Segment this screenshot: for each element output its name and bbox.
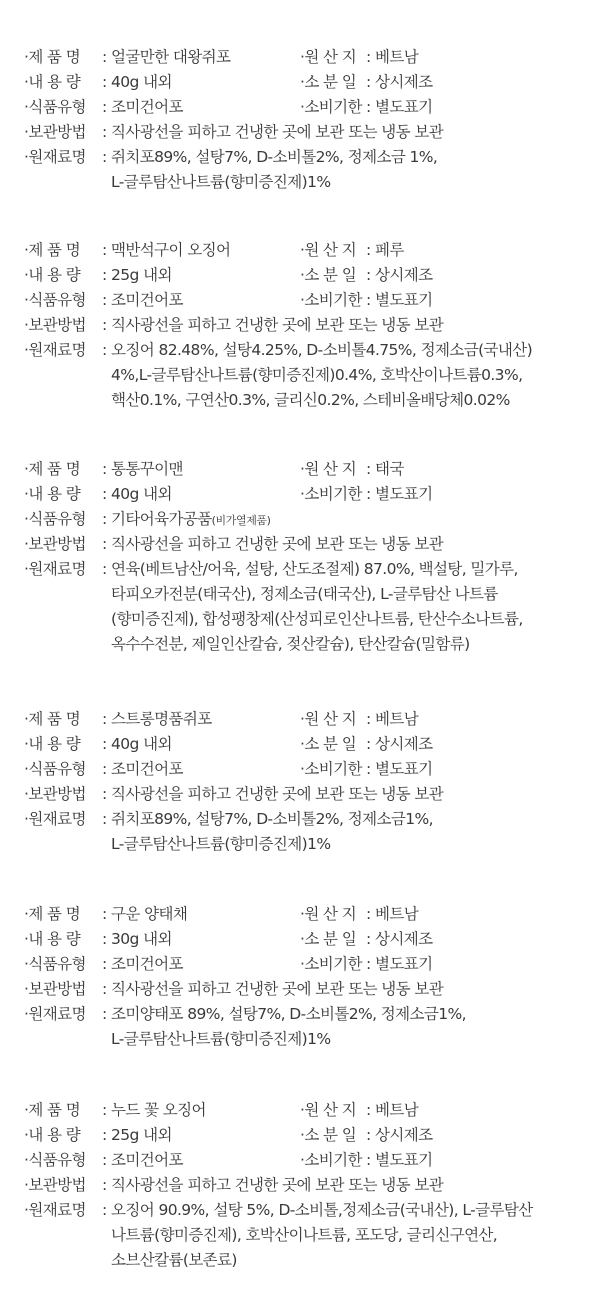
product-block	[0, 707, 610, 857]
colon: :	[366, 735, 371, 753]
colon: :	[102, 73, 107, 91]
seller-value: 상시제조	[375, 266, 433, 284]
capacity-label: ·내 용 량	[24, 485, 81, 503]
storage-label: ·보관방법	[24, 316, 86, 334]
capacity-row	[0, 927, 610, 952]
colon: :	[366, 905, 371, 923]
colon: :	[102, 810, 107, 828]
name-row	[0, 1098, 610, 1123]
product-name: 맥반석구이 오징어	[111, 241, 231, 259]
name-row	[0, 902, 610, 927]
expiry-label: ·소비기한	[300, 485, 362, 503]
colon: :	[366, 955, 371, 973]
colon: :	[366, 291, 371, 309]
ingredients-label: ·원재료명	[24, 1201, 86, 1219]
seller-label: ·소 분 일	[300, 735, 357, 753]
colon: :	[366, 1151, 371, 1169]
seller-label: ·소 분 일	[300, 1126, 357, 1144]
ingredients-row	[0, 807, 610, 857]
storage-row	[0, 977, 610, 1002]
ingredients-line: L-글루탐산나트륨(향미증진제)1%	[111, 835, 331, 853]
seller-label: ·소 분 일	[300, 266, 357, 284]
product-name: 구운 양태채	[111, 905, 188, 923]
colon: :	[366, 485, 371, 503]
storage-row	[0, 1173, 610, 1198]
colon: :	[102, 341, 107, 359]
capacity-value: 25g 내외	[111, 266, 172, 284]
name-label: ·제 품 명	[24, 460, 81, 478]
name-label: ·제 품 명	[24, 905, 81, 923]
expiry-value: 별도표기	[375, 955, 433, 973]
capacity-label: ·내 용 량	[24, 930, 81, 948]
colon: :	[366, 1101, 371, 1119]
capacity-value: 40g 내외	[111, 735, 172, 753]
ingredients-value	[111, 145, 586, 195]
product-block	[0, 1098, 610, 1273]
colon: :	[366, 48, 371, 66]
storage-label: ·보관방법	[24, 123, 86, 141]
colon: :	[366, 710, 371, 728]
type-row	[0, 288, 610, 313]
seller-value: 상시제조	[375, 1126, 433, 1144]
ingredients-line: L-글루탐산나트륨(향미증진제)1%	[111, 173, 331, 191]
type-label: ·식품유형	[24, 760, 86, 778]
colon: :	[102, 930, 107, 948]
ingredients-line: 옥수수전분, 제일인산칼슘, 젖산칼슘), 탄산칼슘(밀함류)	[111, 635, 470, 653]
origin-value: 페루	[375, 241, 404, 259]
expiry-value: 별도표기	[375, 291, 433, 309]
ingredients-line: 타피오카전분(태국산), 정제소금(태국산), L-글루탐산 나트륨	[111, 585, 498, 603]
capacity-row	[0, 1123, 610, 1148]
name-label: ·제 품 명	[24, 48, 81, 66]
product-name: 통통꾸이맨	[111, 460, 183, 478]
expiry-label: ·소비기한	[300, 760, 362, 778]
colon: :	[102, 485, 107, 503]
colon: :	[102, 98, 107, 116]
storage-value: 직사광선을 피하고 건냉한 곳에 보관 또는 냉동 보관	[111, 785, 444, 803]
colon: :	[102, 535, 107, 553]
capacity-value: 40g 내외	[111, 73, 172, 91]
expiry-label: ·소비기한	[300, 98, 362, 116]
origin-label: ·원 산 지	[300, 48, 357, 66]
ingredients-line: 오징어 90.9%, 설탕 5%, D-소비톨,정제소금(국내산), L-글루탐산	[111, 1201, 533, 1219]
ingredients-line: 연육(베트남산/어육, 설탕, 산도조절제) 87.0%, 백설탕, 밀가루,	[111, 560, 518, 578]
ingredients-line: 핵산0.1%, 구연산0.3%, 글리신0.2%, 스테비올배당체0.02%	[111, 391, 510, 409]
ingredients-value	[111, 557, 586, 657]
storage-label: ·보관방법	[24, 1176, 86, 1194]
capacity-row	[0, 263, 610, 288]
origin-label: ·원 산 지	[300, 241, 357, 259]
capacity-value: 25g 내외	[111, 1126, 172, 1144]
ingredients-label: ·원재료명	[24, 1005, 86, 1023]
colon: :	[102, 123, 107, 141]
ingredients-label: ·원재료명	[24, 810, 86, 828]
origin-value: 베트남	[375, 1101, 419, 1119]
storage-label: ·보관방법	[24, 785, 86, 803]
type-row	[0, 507, 610, 532]
colon: :	[102, 48, 107, 66]
ingredients-value	[111, 807, 586, 857]
expiry-label: ·소비기한	[300, 291, 362, 309]
colon: :	[102, 560, 107, 578]
colon: :	[102, 905, 107, 923]
type-value	[111, 507, 271, 533]
type-row	[0, 952, 610, 977]
colon: :	[102, 241, 107, 259]
ingredients-row	[0, 338, 610, 413]
origin-label: ·원 산 지	[300, 460, 357, 478]
seller-value: 상시제조	[375, 930, 433, 948]
colon: :	[102, 955, 107, 973]
ingredients-label: ·원재료명	[24, 148, 86, 166]
ingredients-line: 쥐치포89%, 설탕7%, D-소비톨2%, 정제소금1%,	[111, 810, 433, 828]
type-text: 기타어육가공품	[111, 510, 212, 528]
type-value: 조미건어포	[111, 98, 183, 116]
colon: :	[366, 73, 371, 91]
expiry-value: 별도표기	[375, 98, 433, 116]
storage-label: ·보관방법	[24, 980, 86, 998]
seller-label: ·소 분 일	[300, 930, 357, 948]
product-name: 누드 꽃 오징어	[111, 1101, 206, 1119]
name-row	[0, 45, 610, 70]
ingredients-line: 조미양태포 89%, 설탕7%, D-소비톨2%, 정제소금1%,	[111, 1005, 466, 1023]
type-label: ·식품유형	[24, 510, 86, 528]
name-label: ·제 품 명	[24, 241, 81, 259]
type-row	[0, 95, 610, 120]
product-name: 얼굴만한 대왕쥐포	[111, 48, 231, 66]
type-label: ·식품유형	[24, 1151, 86, 1169]
colon: :	[102, 266, 107, 284]
storage-value: 직사광선을 피하고 건냉한 곳에 보관 또는 냉동 보관	[111, 535, 444, 553]
seller-label: ·소 분 일	[300, 73, 357, 91]
ingredients-label: ·원재료명	[24, 341, 86, 359]
colon: :	[366, 930, 371, 948]
ingredients-line: (향미증진제), 합성팽창제(산성피로인산나트륨, 탄산수소나트륨,	[111, 610, 523, 628]
capacity-row	[0, 70, 610, 95]
capacity-value: 30g 내외	[111, 930, 172, 948]
ingredients-line: 소브산칼륨(보존료)	[111, 1251, 237, 1269]
origin-value: 베트남	[375, 905, 419, 923]
type-row	[0, 1148, 610, 1173]
seller-value: 상시제조	[375, 735, 433, 753]
expiry-value: 별도표기	[375, 1151, 433, 1169]
colon: :	[102, 1101, 107, 1119]
type-value: 조미건어포	[111, 291, 183, 309]
name-label: ·제 품 명	[24, 710, 81, 728]
product-block	[0, 45, 610, 195]
origin-value: 베트남	[375, 710, 419, 728]
capacity-row	[0, 732, 610, 757]
ingredients-line: 나트륨(향미증진제), 호박산이나트륨, 포도당, 글리신구연산,	[111, 1226, 498, 1244]
ingredients-row	[0, 1002, 610, 1052]
colon: :	[366, 98, 371, 116]
colon: :	[102, 1201, 107, 1219]
capacity-row	[0, 482, 610, 507]
origin-label: ·원 산 지	[300, 1101, 357, 1119]
colon: :	[102, 1005, 107, 1023]
name-row	[0, 457, 610, 482]
expiry-label: ·소비기한	[300, 955, 362, 973]
storage-label: ·보관방법	[24, 535, 86, 553]
name-label: ·제 품 명	[24, 1101, 81, 1119]
origin-value: 태국	[375, 460, 404, 478]
colon: :	[102, 316, 107, 334]
expiry-label: ·소비기한	[300, 1151, 362, 1169]
ingredients-value	[111, 1198, 586, 1273]
type-note: (비가열제품)	[211, 514, 271, 527]
type-label: ·식품유형	[24, 291, 86, 309]
storage-value: 직사광선을 피하고 건냉한 곳에 보관 또는 냉동 보관	[111, 980, 444, 998]
storage-value: 직사광선을 피하고 건냉한 곳에 보관 또는 냉동 보관	[111, 1176, 444, 1194]
storage-row	[0, 120, 610, 145]
ingredients-line: 쥐치포89%, 설탕7%, D-소비톨2%, 정제소금 1%,	[111, 148, 438, 166]
colon: :	[102, 1151, 107, 1169]
colon: :	[366, 460, 371, 478]
product-name: 스트롱명품쥐포	[111, 710, 212, 728]
name-row	[0, 707, 610, 732]
colon: :	[366, 241, 371, 259]
name-row	[0, 238, 610, 263]
colon: :	[102, 710, 107, 728]
storage-row	[0, 313, 610, 338]
colon: :	[366, 1126, 371, 1144]
product-block	[0, 902, 610, 1052]
type-value: 조미건어포	[111, 760, 183, 778]
capacity-label: ·내 용 량	[24, 1126, 81, 1144]
type-value: 조미건어포	[111, 955, 183, 973]
colon: :	[102, 291, 107, 309]
type-row	[0, 757, 610, 782]
storage-row	[0, 782, 610, 807]
type-value: 조미건어포	[111, 1151, 183, 1169]
colon: :	[102, 980, 107, 998]
expiry-value: 별도표기	[375, 485, 433, 503]
colon: :	[102, 510, 107, 528]
colon: :	[102, 785, 107, 803]
ingredients-line: 4%,L-글루탐산나트륨(향미증진제)0.4%, 호박산이나트륨0.3%,	[111, 366, 523, 384]
ingredients-label: ·원재료명	[24, 560, 86, 578]
colon: :	[102, 735, 107, 753]
origin-label: ·원 산 지	[300, 710, 357, 728]
seller-value: 상시제조	[375, 73, 433, 91]
ingredients-line: 오징어 82.48%, 설탕4.25%, D-소비톨4.75%, 정제소금(국내산)	[111, 341, 533, 359]
storage-value: 직사광선을 피하고 건냉한 곳에 보관 또는 냉동 보관	[111, 316, 444, 334]
capacity-label: ·내 용 량	[24, 735, 81, 753]
colon: :	[102, 460, 107, 478]
colon: :	[102, 1126, 107, 1144]
colon: :	[366, 760, 371, 778]
product-block	[0, 238, 610, 413]
type-label: ·식품유형	[24, 955, 86, 973]
capacity-label: ·내 용 량	[24, 266, 81, 284]
type-label: ·식품유형	[24, 98, 86, 116]
origin-label: ·원 산 지	[300, 905, 357, 923]
colon: :	[102, 760, 107, 778]
ingredients-row	[0, 145, 610, 195]
colon: :	[102, 1176, 107, 1194]
ingredients-row	[0, 557, 610, 657]
ingredients-line: L-글루탐산나트륨(향미증진제)1%	[111, 1030, 331, 1048]
storage-value: 직사광선을 피하고 건냉한 곳에 보관 또는 냉동 보관	[111, 123, 444, 141]
storage-row	[0, 532, 610, 557]
ingredients-row	[0, 1198, 610, 1273]
colon: :	[366, 266, 371, 284]
capacity-value: 40g 내외	[111, 485, 172, 503]
origin-value: 베트남	[375, 48, 419, 66]
colon: :	[102, 148, 107, 166]
product-block	[0, 457, 610, 657]
ingredients-value	[111, 1002, 586, 1052]
capacity-label: ·내 용 량	[24, 73, 81, 91]
ingredients-value	[111, 338, 586, 413]
expiry-value: 별도표기	[375, 760, 433, 778]
